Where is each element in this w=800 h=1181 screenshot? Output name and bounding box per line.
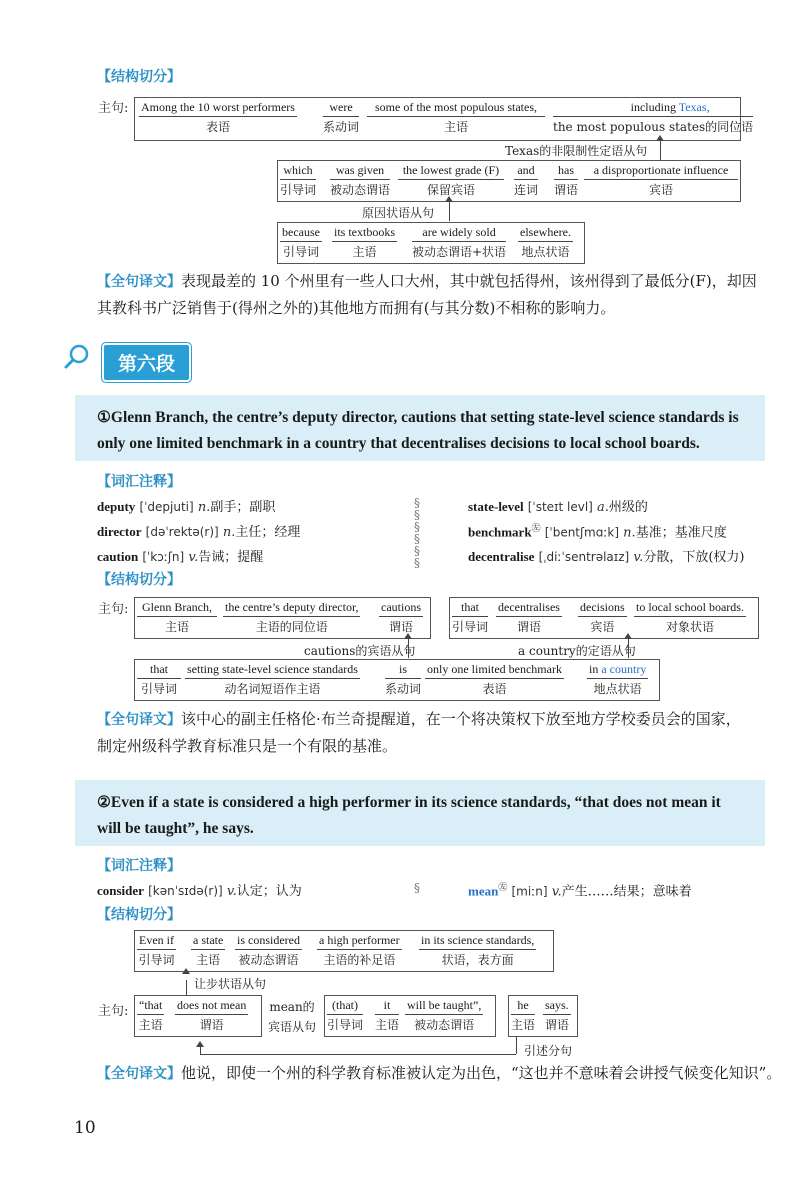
- vocab-item: state-level [ˈsteɪt levl] a.州级的: [468, 499, 648, 515]
- vocab-item: deputy [ˈdepjuti] n.副手；副职: [97, 499, 276, 515]
- segment: Even if 引导词: [138, 933, 175, 967]
- magnifier-icon: [64, 343, 90, 369]
- segment: a state 主语: [193, 933, 224, 967]
- segment: which 引导词: [280, 163, 317, 197]
- segment: it 主语: [375, 998, 400, 1032]
- sentence-1-line-1: ①Glenn Branch, the centre’s deputy director, cautions that setting state-level science standards is: [97, 409, 739, 426]
- arrow-head: [182, 968, 190, 974]
- sentence-1-band: [75, 395, 765, 461]
- structure-tag: 【结构切分】: [97, 907, 181, 923]
- segment: are widely sold 被动态谓语+状语: [412, 225, 507, 259]
- segment: a high performer 主语的补足语: [319, 933, 400, 967]
- connector-line: [186, 980, 187, 996]
- concession-clause-box: [134, 930, 554, 972]
- connector-line: [516, 1036, 517, 1054]
- arrow: [660, 140, 661, 160]
- relative-clause-box: [277, 160, 741, 202]
- segment: the lowest grade (F) 保留宾语: [398, 161, 504, 200]
- segment: does not mean 谓语: [177, 998, 247, 1032]
- relative-clause-box: [449, 597, 759, 639]
- sentence-2-line-1: ②Even if a state is considered a high performer in its science standards, “that does not mean it: [97, 794, 721, 811]
- translation-paragraph: 【全句译文】该中心的副主任格伦·布兰奇提醒道，在一个将决策权下放至地方学校委员会的国家， 制定州级科学教育标准只是一个有限的基准。: [97, 710, 741, 755]
- vocab-item: director [dəˈrektə(r)] n.主任；经理: [97, 524, 301, 540]
- quote-clause-box: [508, 995, 578, 1037]
- connector-line: [200, 1046, 201, 1054]
- main-clause-label: 主句:: [98, 602, 129, 617]
- sentence-2-line-2: will be taught”, he says.: [97, 820, 254, 837]
- sentence-2-band: [75, 780, 765, 846]
- translation-paragraph: 【全句译文】表现最差的 10 个州里有一些人口大州，其中就包括得州，该州得到了最低分(F)，却因 其教科书广泛销售于(得州之外的)其他地方而拥有(与其分数)不相称的影响力。: [97, 272, 757, 317]
- relative-clause-label: Texas的非限制性定语从句: [505, 144, 648, 158]
- segment: were 系动词: [323, 100, 360, 134]
- sentence-1-line-2: only one limited benchmark in a country that decentralises decisions to local school boards.: [97, 435, 700, 452]
- segment: will be taught”, 被动态谓语: [407, 998, 482, 1032]
- segment: in its science standards, 状语，表方面: [421, 933, 535, 967]
- main-clause-box: [134, 995, 262, 1037]
- vocab-item: decentralise [ˌdiːˈsentrəlaɪz] v.分散，下放(权力): [468, 549, 745, 565]
- object-clause-label: cautions的宾语从句: [304, 644, 416, 658]
- divider: §: [414, 881, 420, 895]
- segment: decentralises 谓语: [498, 600, 560, 634]
- cause-clause-label: 原因状语从句: [362, 206, 435, 220]
- segment: to local school boards. 对象状语: [636, 600, 744, 634]
- segment: was given 被动态谓语: [330, 163, 391, 197]
- cause-clause-box: [277, 222, 585, 264]
- segment: a disproportionate influence 宾语: [584, 161, 738, 200]
- segment: the centre’s deputy director, 主语的同位语: [225, 600, 359, 634]
- concession-clause-label: 让步状语从句: [194, 977, 267, 991]
- segment: including Texas, the most populous states的同位语: [553, 100, 754, 134]
- object-clause-box: [134, 659, 660, 701]
- mean-object-label: mean的 宾语从句: [268, 1000, 317, 1034]
- vocab-tag: 【词汇注释】: [97, 858, 181, 874]
- segment: that 引导词: [452, 600, 489, 634]
- segment: that 引导词: [137, 660, 181, 699]
- segment: setting state-level science standards 动名词短语作主语: [187, 662, 358, 696]
- segment: and 连词: [514, 163, 539, 197]
- divider: § § § § § §: [414, 496, 420, 570]
- main-clause-box: [134, 597, 431, 639]
- vocab-item: consider [kənˈsɪdə(r)] v.认定；认为: [97, 883, 302, 899]
- segment: some of the most populous states, 主语: [367, 98, 545, 137]
- relative-clause-label: a country的定语从句: [518, 644, 636, 658]
- object-clause-box: [324, 995, 496, 1037]
- arrow: [449, 201, 450, 221]
- segment: only one limited benchmark 表语: [427, 662, 562, 696]
- vocab-tag: 【词汇注释】: [97, 474, 181, 490]
- segment: Glenn Branch, 主语: [137, 598, 217, 637]
- segment: says. 谓语: [544, 998, 569, 1032]
- vocab-item: mean㊧ [miːn] v.产生……结果；意味着: [468, 883, 692, 900]
- main-clause-label: 主句:: [98, 1004, 129, 1019]
- segment: is 系动词: [385, 662, 422, 696]
- vocab-item: benchmark㊧ [ˈbentʃmɑːk] n.基准；基准尺度: [468, 524, 727, 541]
- structure-tag: 【结构切分】: [97, 572, 181, 588]
- structure-tag: 【结构切分】: [97, 69, 181, 85]
- section-title: 第六段: [104, 345, 189, 380]
- segment: cautions 谓语: [381, 600, 421, 634]
- translation-paragraph: 【全句译文】他说，即使一个州的科学教育标准被认定为出色，“这也并不意味着会讲授气候变化知识”。: [97, 1064, 782, 1082]
- segment: in a country 地点状语: [589, 662, 647, 696]
- segment: elsewhere. 地点状语: [520, 225, 571, 259]
- segment: because 引导词: [282, 225, 320, 259]
- quote-clause-label: 引述分句: [524, 1044, 573, 1058]
- segment: he 主语: [511, 998, 536, 1032]
- segment: has 谓语: [554, 163, 579, 197]
- segment: is considered 被动态谓语: [237, 933, 300, 967]
- segment: “that 主语: [138, 998, 163, 1032]
- page-number: 10: [74, 1118, 96, 1138]
- vocab-item: caution [ˈkɔːʃn] v.告诫；提醒: [97, 549, 264, 565]
- segment: decisions 宾语: [580, 600, 625, 634]
- connector-line: [200, 1054, 516, 1055]
- segment: Among the 10 worst performers 表语: [141, 100, 295, 134]
- segment: (that) 引导词: [327, 998, 364, 1032]
- segment: its textbooks 主语: [334, 225, 396, 259]
- main-clause-box: [134, 97, 754, 141]
- main-clause-label: 主句:: [98, 101, 129, 116]
